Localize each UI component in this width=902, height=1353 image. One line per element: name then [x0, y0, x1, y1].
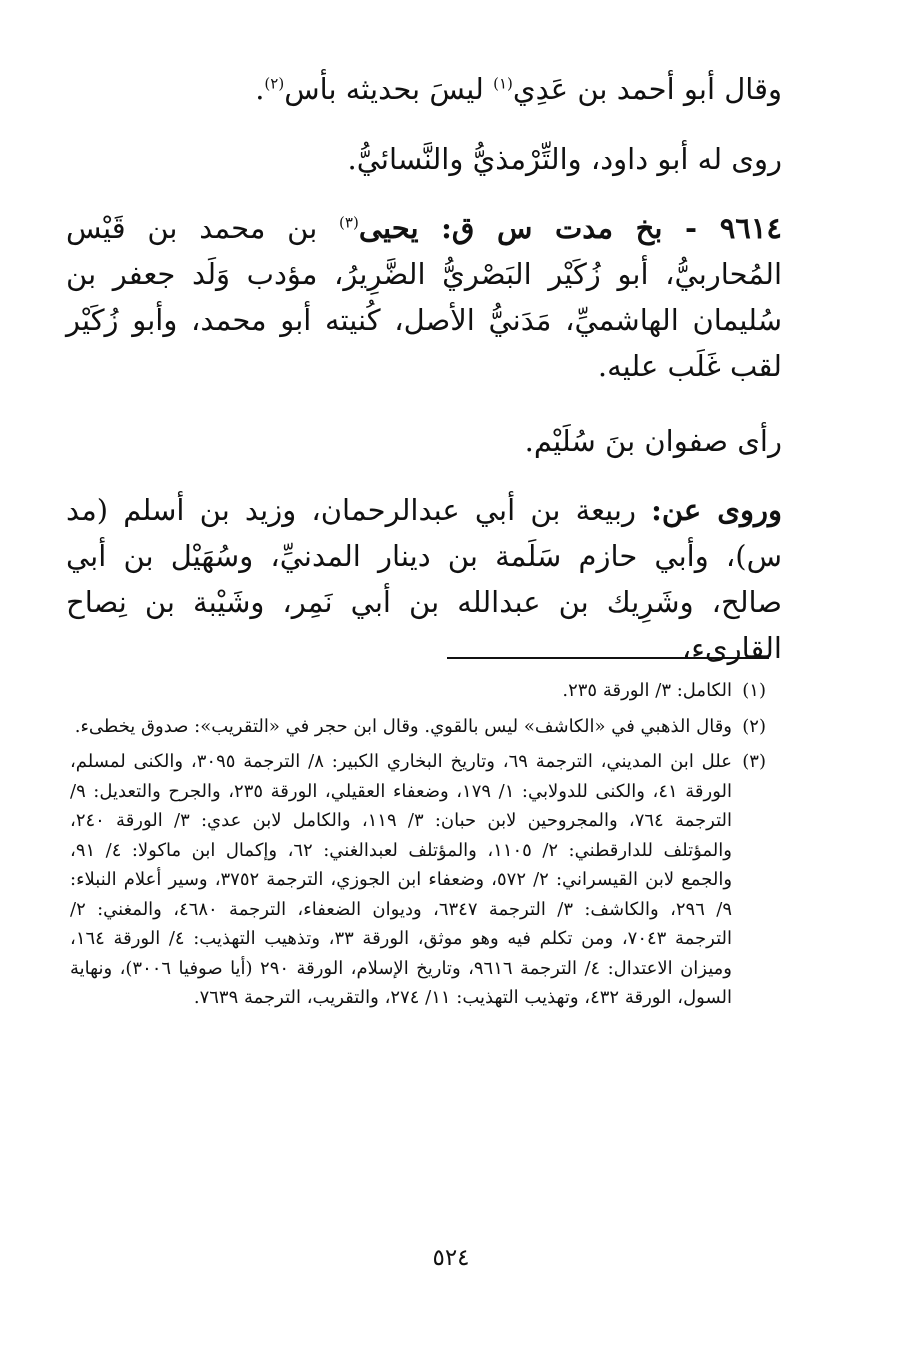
page-number: ٥٢٤ — [432, 1245, 470, 1271]
narrated-from-text: ربيعة بن أبي عبدالرحمان، وزيد بن أسلم (مد س)، وأبي حازم سَلَمة بن دينار المدنيِّ، وسُهَيْل بن أبي صالح، وشَرِيك بن عبدالله بن أبي نَمِر، وشَيْبة بن نِصاح القارىء، — [66, 493, 782, 665]
footnote-text: وقال الذهبي في «الكاشف» ليس بالقوي. وقال ابن حجر في «التقريب»: صدوق يخطىء. — [74, 715, 732, 737]
footnote-separator — [447, 657, 769, 659]
narrated-from-lead: وروى عن: — [651, 493, 782, 527]
footnote-ref-2: (٢) — [264, 74, 285, 93]
footnote-number: (١) — [742, 680, 766, 701]
para1-text-cont: ليسَ بحديثه بأس — [284, 72, 494, 106]
biography-entry — [66, 205, 782, 389]
entry-text: بن محمد بن قَيْس المُحاربيُّ، أبو زُكَيْر البَصْريُّ الضَّرِيرُ، مؤدب وَلَد جعفر بن سُليمان الهاشميِّ، مَدَنيُّ الأصل، كُنيته أبو محمد، وأبو زُكَيْر لقب غَلَب عليه. — [66, 211, 782, 383]
footnote-text: الكامل: ٣/ الورقة ٢٣٥. — [562, 680, 732, 701]
footnotes — [70, 676, 766, 1019]
entry-heading: ٩٦١٤ - بخ مدت س ق: يحيى — [358, 211, 782, 245]
paragraph-narrated-from — [66, 487, 782, 671]
paragraph-narrators: روى له أبو داود، والتِّرْمذيُّ والنَّسائيُّ. — [347, 142, 782, 176]
footnote-2 — [70, 712, 766, 742]
footnote-ref-3: (٣) — [339, 213, 359, 232]
footnote-ref-1: (١) — [493, 74, 513, 93]
footnote-number: (٣) — [742, 751, 766, 772]
footnote-1 — [70, 676, 766, 706]
footnote-number: (٢) — [742, 715, 766, 737]
para1-text: وقال أبو أحمد بن عَدِي — [512, 72, 782, 106]
footnote-text: علل ابن المديني، الترجمة ٦٩، وتاريخ البخاري الكبير: ٨/ الترجمة ٣٠٩٥، والكنى لمسلم، الورقة ٤١، والكنى للدولابي: ١/ ١٧٩، وضعفاء العقيلي، الورقة ٢٣٥، والجرح والتعديل: ٩/ الترجمة ٧٦٤، والمجروحين لابن حبان: ٣/ ١١٩، والكامل لابن عدي: ٣/ الورقة ٢٤٠، والمؤتلف للدارقطني: ٢/ ١١٠٥، والمؤتلف لعبدالغني: ٦٢، وإكمال ابن ماكولا: ٤/ ٩١، والجمع لابن القيسراني: ٢/ ٥٧٢، وضعفاء ابن الجوزي، الترجمة ٣٧٥٢، وسير أعلام النبلاء: ٩/ ٢٩٦، والكاشف: ٣/ الترجمة ٦٣٤٧، وديوان الضعفاء، الترجمة ٤٦٨٠، والمغني: ٢/ الترجمة ٧٠٤٣، ومن تكلم فيه وهو موثق، الورقة ٣٣، وتذهيب التهذيب: ٤/ الورقة ١٦٤، وميزان الاعتدال: ٤/ الترجمة ٩٦١٦، وتاريخ الإسلام، الورقة ٢٩٠ (أيا صوفيا ٣٠٠٦)، ونهاية السول، الورقة ٤٣٢، وتهذيب التهذيب: ١١/ ٢٧٤، والتقريب، الترجمة ٧٦٣٩. — [70, 751, 733, 1008]
para1-end: . — [255, 72, 265, 106]
paragraph-saw: رأى صفوان بنَ سُلَيْم. — [524, 424, 782, 458]
footnote-3 — [70, 747, 766, 1013]
paragraph-ibn-adi — [66, 66, 782, 112]
